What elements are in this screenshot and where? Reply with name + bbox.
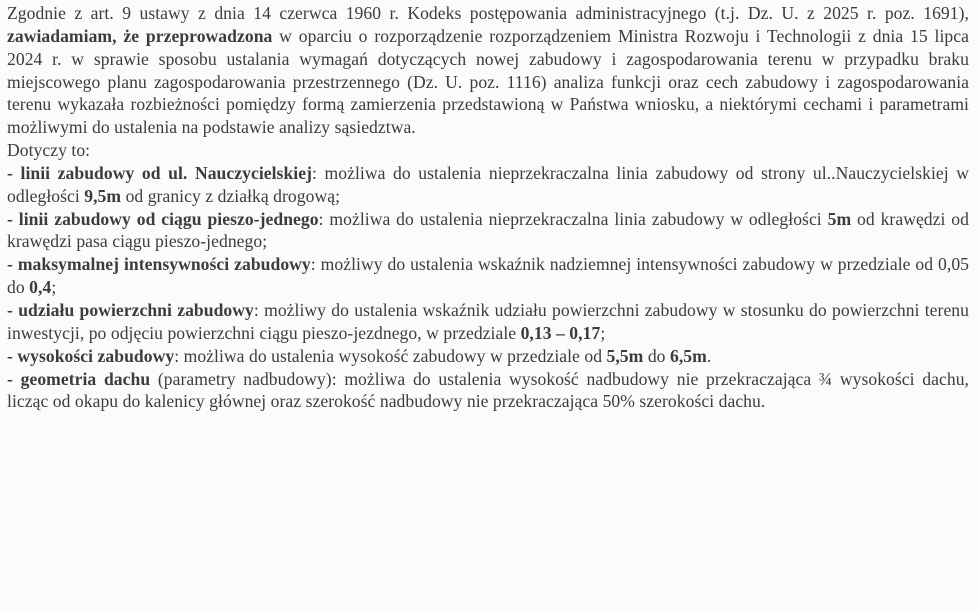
item-value: 0,13 – 0,17 (520, 322, 601, 343)
list-item-roof-geometry (7, 368, 969, 414)
intro-paragraph (7, 2, 969, 139)
item-text: od granicy z działką drogową; (121, 185, 341, 206)
item-bullet: - (7, 345, 18, 366)
item-text: ; (51, 277, 57, 298)
list-item-building-height (7, 345, 969, 368)
list-item-building-area-share (7, 299, 969, 345)
item-text: od krawędzi od krawędzi pasa ciągu pieszo-jednego; (7, 208, 970, 252)
item-value: 9,5m (84, 185, 122, 206)
item-bullet: - (7, 299, 19, 320)
intro-bold-text: zawiadamiam, że przeprowadzona (7, 25, 273, 46)
item-text: : możliwy do ustalenia wskaźnik nadziemnej intensywności zabudowy w przedziale od 0,05 do (7, 254, 970, 298)
item-bullet: - (7, 208, 19, 229)
item-value: 6,5m (669, 345, 707, 366)
item-text: : możliwa do ustalenia nieprzekraczalna linia zabudowy od strony ul..Nauczycielskiej w odległości (7, 162, 970, 206)
item-value: 0,4 (29, 277, 52, 298)
item-title: maksymalnej intensywności zabudowy (17, 254, 311, 275)
item-title: wysokości zabudowy (17, 345, 175, 366)
item-text: . (706, 345, 712, 366)
intro-text-2: w oparciu o rozporządzenie rozporządzeniem Ministra Rozwoju i Technologii z dnia 15 lipca 2024 r. w sprawie sposobu ustalania wymagań dotyczących nowej zabudowy i zagospodarowania terenu w przypadku braku miejscowego planu zagospodarowania przestrzennego (Dz. U. poz. 1116) analiza funkcji oraz cech zabudowy i zagospodarowania terenu wykazała rozbieżności pomiędzy formą zamierzenia przedstawioną w Państwa wniosku, a niektórymi cechami i parametrami możliwymi do ustalenia na podstawie analizy sąsiedztwa. (7, 25, 969, 138)
item-value: 5,5m (606, 345, 644, 366)
item-text: : możliwa do ustalenia wysokość zabudowy w przedziale od (174, 345, 607, 366)
item-bullet: - (7, 162, 21, 183)
concerns-label: Dotyczy to: (7, 140, 91, 161)
item-text: do (643, 345, 670, 366)
item-bullet: - (7, 254, 18, 275)
list-item-building-line-street (7, 162, 969, 208)
item-title: linii zabudowy od ciągu pieszo-jednego (18, 208, 319, 229)
item-title: udziału powierzchni zabudowy (18, 299, 254, 320)
item-text: (parametry nadbudowy): możliwa do ustalenia wysokość nadbudowy nie przekraczająca ¾ wysokości dachu, licząc od okapu do kalenicy głównej oraz szerokość nadbudowy nie przekraczająca 50% szerokości dachu. (7, 368, 969, 412)
item-title: linii zabudowy od ul. Nauczycielskiej (20, 162, 312, 183)
item-text: : możliwa do ustalenia nieprzekraczalna linia zabudowy w odległości (318, 208, 828, 229)
item-text: ; (600, 322, 606, 343)
item-bullet: - (7, 368, 21, 389)
list-item-building-line-walkway (7, 208, 969, 254)
list-item-max-intensity (7, 253, 969, 299)
item-title: geometria dachu (20, 368, 151, 389)
intro-text-1: Zgodnie z art. 9 ustawy z dnia 14 czerwca 1960 r. Kodeks postępowania administracyjnego (t.j. Dz. U. z 2025 r. poz. 1691), (7, 3, 969, 23)
item-value: 5m (827, 208, 852, 229)
item-text: : możliwy do ustalenia wskaźnik udziału powierzchni zabudowy w stosunku do powierzchni terenu inwestycji, po odjęciu powierzchni ciągu pieszo-jezdnego, w przedziale (7, 299, 970, 343)
